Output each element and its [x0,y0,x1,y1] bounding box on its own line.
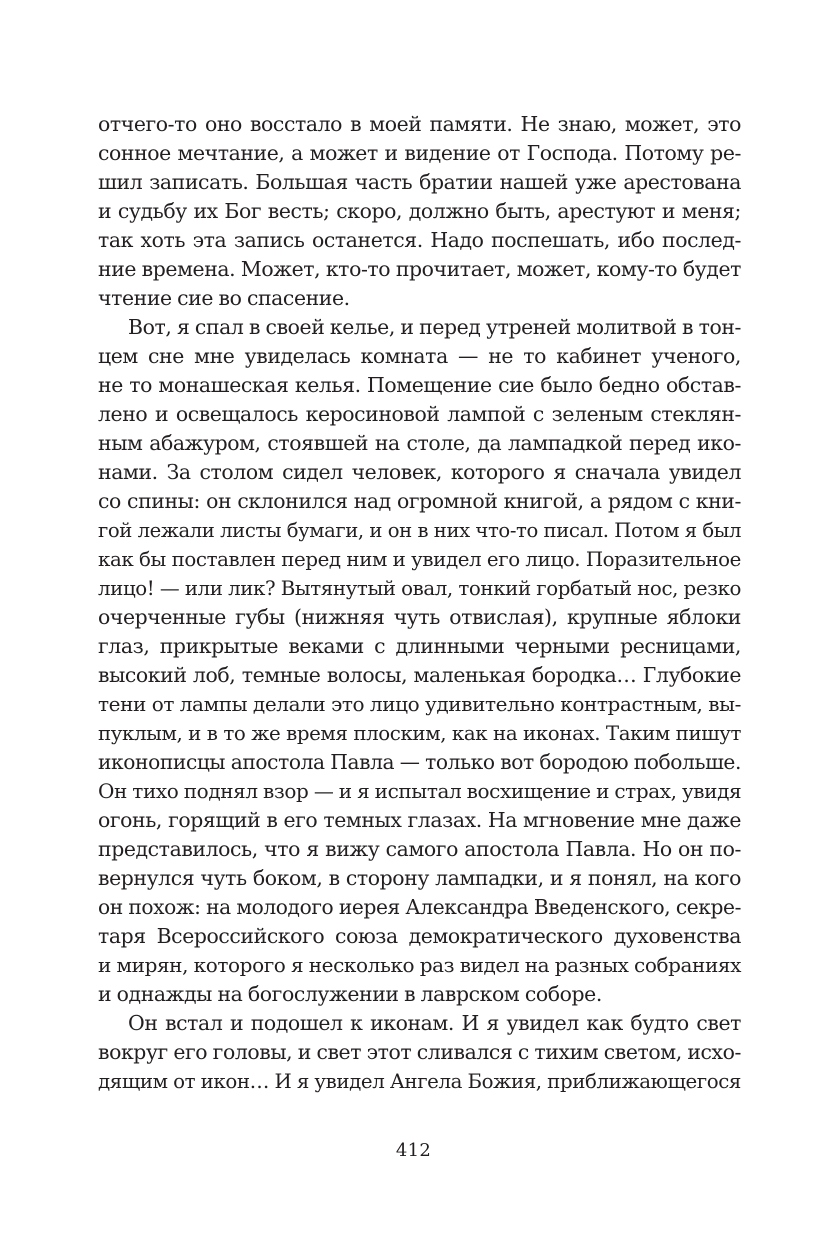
text-line: вернулся чуть боком, в сторону лампадки, и я понял, на кого [98,866,741,890]
page-number: 412 [395,1140,432,1161]
text-line: ние времена. Может, кто-то прочитает, может, кому-то будет [98,257,741,281]
text-line: представилось, что я вижу самого апостола Павла. Но он по- [98,837,741,861]
text-line: отчего-то оно восстало в моей памяти. Не знаю, может, это [98,112,741,136]
text-line: цем сне мне увиделась комната — не то кабинет ученого, [98,344,741,368]
text-line: со спины: он склонился над огромной книгой, а рядом с кни- [98,489,741,513]
page-text [98,110,741,1096]
text-line: чтение сие во спасение. [98,286,350,310]
text-line: и мирян, которого я несколько раз видел на разных собраниях [98,953,741,977]
text-line: таря Всероссийского союза демократического духовенства [98,924,741,948]
text-line: он похож: на молодого иерея Александра Введенского, секре- [98,895,741,919]
text-line: вокруг его головы, и свет этот сливался с тихим светом, исхо- [98,1040,741,1064]
text-line: как бы поставлен перед ним и увидел его лицо. Поразительное [98,548,741,571]
text-line: и судьбу их Бог весть; скоро, должно быть, арестуют и меня; [98,199,741,223]
text-line: Он тихо поднял взор — и я испытал восхищение и страх, увидя [98,779,742,803]
text-line: сонное мечтание, а может и видение от Господа. Потому ре- [98,141,741,165]
text-line: высокий лоб, темные волосы, маленькая бородка… Глубокие [98,663,741,687]
text-line: лено и освещалось керосиновой лампой с зеленым стеклян- [98,402,741,426]
text-line: очерченные губы (нижняя чуть отвислая), крупные яблоки [98,605,741,629]
text-line: шил записать. Большая часть братии нашей уже арестована [98,170,741,194]
text-line: Он встал и подошел к иконам. И я увидел как будто свет [128,1011,741,1035]
text-line: Вот, я спал в своей келье, и перед утреней молитвой в тон- [128,315,741,339]
text-line: пуклым, и в то же время плоским, как на иконах. Таким пишут [98,722,741,745]
text-line: не то монашеская келья. Помещение сие было бедно обстав- [98,373,741,397]
text-line: так хоть эта запись останется. Надо поспешать, ибо послед- [98,228,741,252]
text-line: гой лежали листы бумаги, и он в них что-то писал. Потом я был [98,519,741,542]
text-line: огонь, горящий в его темных глазах. На мгновение мне даже [98,808,741,832]
text-line: ным абажуром, стоявшей на столе, да лампадкой перед ико- [98,431,741,455]
text-line: глаз, прикрытые веками с длинными черными ресницами, [98,634,741,658]
text-line: тени от лампы делали это лицо удивительно контрастным, вы- [98,692,741,716]
text-line: дящим от икон… И я увидел Ангела Божия, приближающегося [98,1070,741,1093]
text-line: лицо! — или лик? Вытянутый овал, тонкий горбатый нос, резко [98,577,741,600]
text-line: нами. За столом сидел человек, которого я сначала увидел [98,460,741,484]
text-line: и однажды на богослужении в лаврском соборе. [98,982,602,1006]
text-line: иконописцы апостола Павла — только вот бородою побольше. [98,750,741,774]
